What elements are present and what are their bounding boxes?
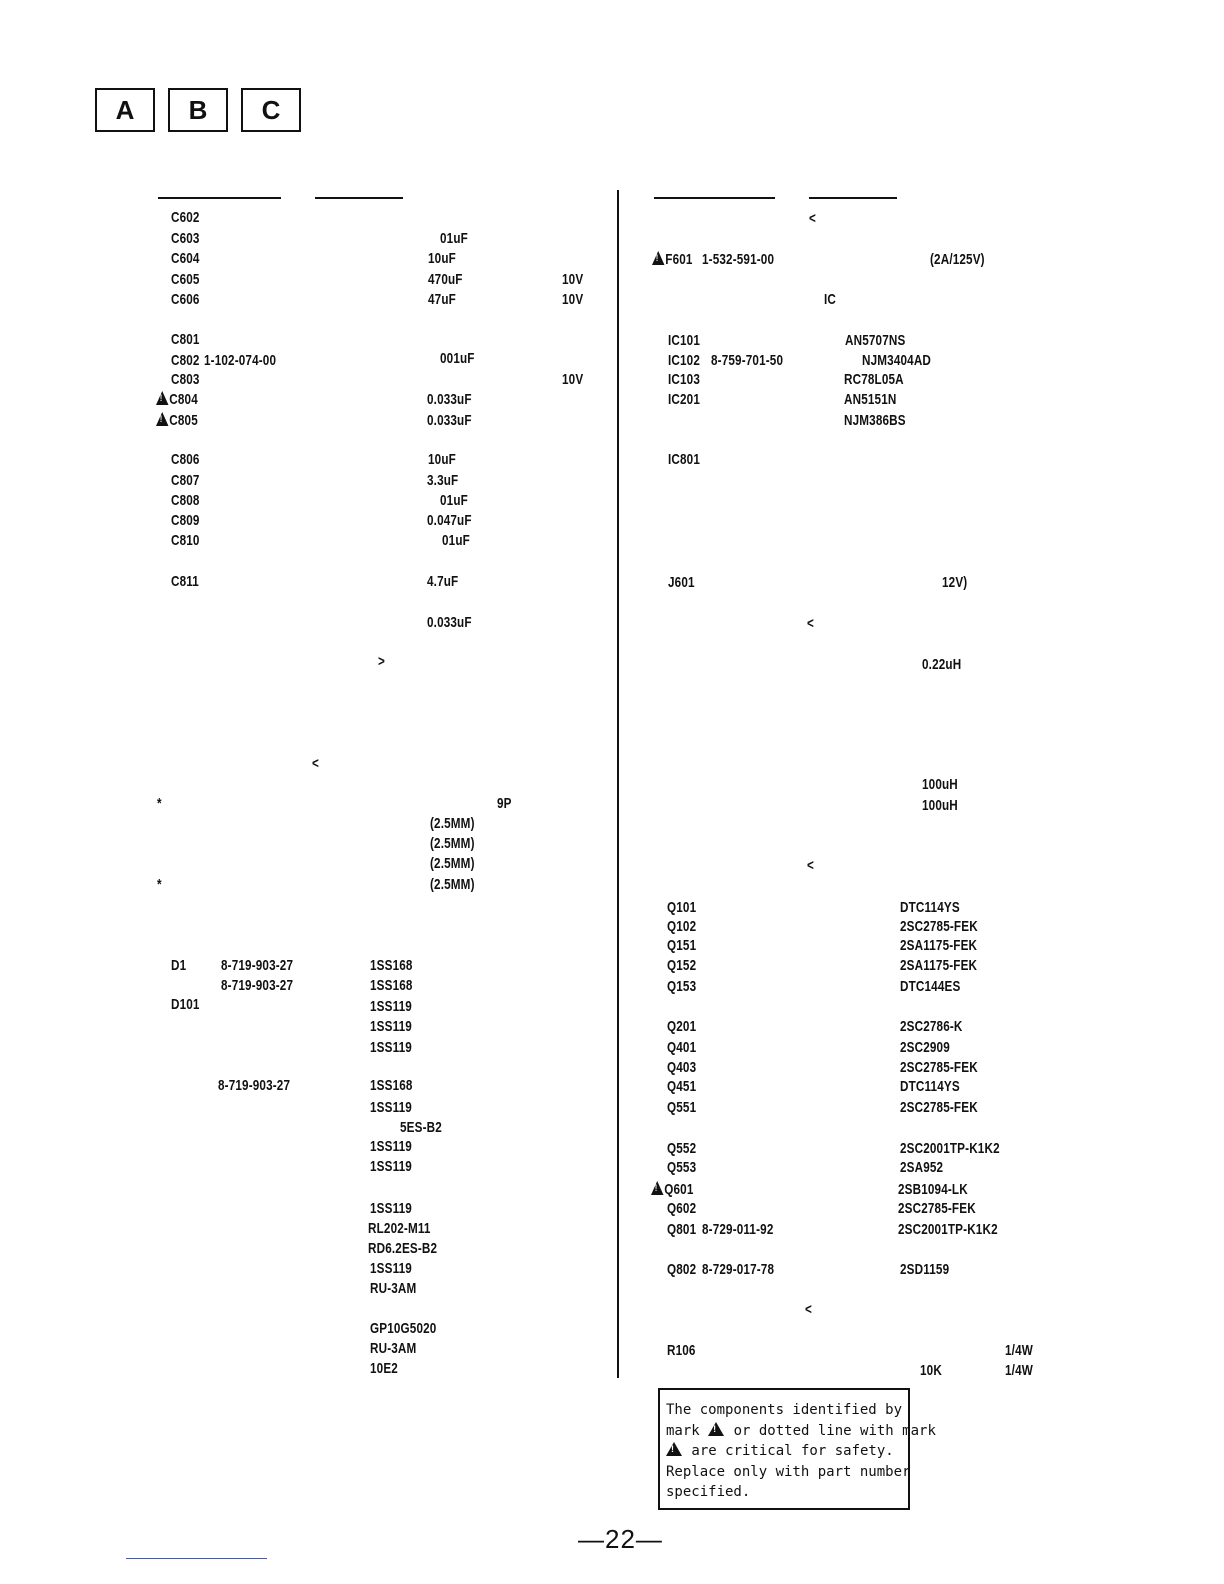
table-row-type: 1SS119	[370, 1099, 412, 1116]
left-header-rule-1	[158, 197, 281, 199]
table-row-type: 1SS119	[370, 1039, 412, 1056]
asterisk-mark: *	[157, 795, 162, 812]
table-row-value: 0.033uF	[427, 614, 472, 631]
left-header-rule-2	[315, 197, 403, 199]
table-row-ref: Q552	[667, 1140, 697, 1157]
table-row-ref: C806	[171, 451, 200, 468]
notice-text: mark	[666, 1422, 709, 1439]
table-row-ref: C811	[171, 573, 199, 590]
table-row-ref: IC101	[668, 332, 701, 349]
notice-line: Replace only with part number	[666, 1463, 911, 1480]
table-row-ref: C604	[171, 250, 200, 267]
table-row-watt: 1/4W	[1005, 1362, 1033, 1379]
table-row-type: 2SC2785-FEK	[900, 918, 978, 935]
table-row-ref: Q153	[667, 978, 697, 995]
section-mark: <	[312, 755, 319, 772]
table-row-ref: Q602	[667, 1200, 697, 1217]
table-row-part: 1-102-074-00	[204, 352, 277, 369]
table-row-ref: C802	[171, 352, 200, 369]
table-row-type: 1SS168	[370, 977, 413, 994]
table-row-type: 2SA952	[900, 1159, 944, 1176]
table-row-type: 1SS119	[370, 1200, 412, 1217]
coil-value: 100uH	[922, 776, 958, 793]
table-row-value: 10K	[920, 1362, 942, 1379]
section-heading-ic: IC	[824, 291, 837, 308]
section-mark: <	[805, 1301, 812, 1318]
table-row-part: 8-719-903-27	[221, 957, 294, 974]
notice-line	[666, 1421, 936, 1442]
table-row-type: RL202-M11	[368, 1220, 431, 1237]
page-number: —22—	[578, 1524, 663, 1554]
table-row-type: NJM3404AD	[862, 352, 932, 369]
table-row-type: AN5707NS	[845, 332, 906, 349]
table-row-ref: Q151	[667, 937, 697, 954]
table-row-value: 01uF	[440, 230, 468, 247]
table-row-value: 01uF	[442, 532, 470, 549]
table-row-value: 4.7uF	[427, 573, 459, 590]
table-row-ref: IC801	[668, 451, 701, 468]
table-row-ref: C803	[171, 371, 200, 388]
table-row-ref: R106	[667, 1342, 696, 1359]
tab-a[interactable]: A	[95, 88, 155, 132]
notice-text: or dotted line with mark	[725, 1422, 936, 1439]
table-row-type: 1SS119	[370, 1138, 412, 1155]
table-row-voltage: 10V	[562, 291, 584, 308]
safety-warning-icon	[651, 1181, 663, 1195]
table-row-ref: Q201	[667, 1018, 697, 1035]
table-row-type: DTC114YS	[900, 899, 960, 916]
table-row-value: 01uF	[440, 492, 468, 509]
coil-value: 100uH	[922, 797, 958, 814]
notice-line	[666, 1441, 908, 1462]
table-row-ref: C810	[171, 532, 200, 549]
table-row-type: 2SC2785-FEK	[900, 1059, 978, 1076]
table-row-type: RC78L05A	[844, 371, 904, 388]
table-row-part: 8-729-017-78	[702, 1261, 775, 1278]
section-mark: <	[807, 615, 814, 632]
table-row-part: 8-719-903-27	[218, 1077, 291, 1094]
table-row-type: 2SC2785-FEK	[900, 1099, 978, 1116]
table-row-value: 001uF	[440, 350, 475, 367]
table-row-ref-text: Q601	[664, 1181, 694, 1198]
right-header-rule-1	[654, 197, 775, 199]
fuse-ref-text: F601	[665, 251, 693, 268]
table-row-value: (2.5MM)	[430, 855, 475, 872]
table-row-ref: C605	[171, 271, 200, 288]
table-row-ref: Q551	[667, 1099, 697, 1116]
column-divider	[617, 190, 619, 1378]
fuse-ref	[652, 251, 693, 269]
safety-warning-icon	[708, 1422, 724, 1436]
table-row-ref: C603	[171, 230, 200, 247]
table-row-voltage: 10V	[562, 271, 584, 288]
fuse-value: (2A/125V)	[930, 251, 985, 268]
asterisk-mark: *	[157, 876, 162, 893]
table-row-ref: D101	[171, 996, 200, 1013]
table-row-value: 0.047uF	[427, 512, 472, 529]
table-row-ref: C808	[171, 492, 200, 509]
table-row-ref: C809	[171, 512, 200, 529]
table-row-type: 2SD1159	[900, 1261, 950, 1278]
table-row-type: 2SC2001TP-K1K2	[900, 1140, 1000, 1157]
table-row-ref: Q801	[667, 1221, 697, 1238]
table-row-type: 1SS168	[370, 957, 413, 974]
notice-text: are critical for safety.	[683, 1443, 894, 1459]
table-row-voltage: 10V	[562, 371, 584, 388]
table-row-type: GP10G5020	[370, 1320, 437, 1337]
table-row-value: (2.5MM)	[430, 815, 475, 832]
table-row-ref: Q101	[667, 899, 697, 916]
table-row-type: 2SC2909	[900, 1039, 950, 1056]
table-row-type: 1SS119	[370, 1260, 412, 1277]
table-row-part: 8-759-701-50	[711, 352, 784, 369]
table-row-value: 470uF	[428, 271, 463, 288]
table-row-type: 1SS119	[370, 998, 412, 1015]
table-row-value: 0.033uF	[427, 412, 472, 429]
table-row-ref: Q553	[667, 1159, 697, 1176]
table-row-type: NJM386BS	[844, 412, 906, 429]
table-row-ref: Q152	[667, 957, 697, 974]
notice-line: specified.	[666, 1484, 751, 1500]
safety-warning-icon	[652, 251, 664, 265]
table-row-value: (2.5MM)	[430, 835, 475, 852]
tab-b[interactable]: B	[168, 88, 228, 132]
table-row-ref: C606	[171, 291, 200, 308]
table-row-watt: 1/4W	[1005, 1342, 1033, 1359]
table-row-value: 47uF	[428, 291, 456, 308]
table-row-type: 10E2	[370, 1360, 398, 1377]
table-row-ref	[156, 412, 198, 430]
table-row-ref: C602	[171, 209, 200, 226]
footer-link-underline	[126, 1558, 267, 1559]
table-row-value: 0.033uF	[427, 391, 472, 408]
table-row-type: RU-3AM	[370, 1280, 417, 1297]
table-row-ref: Q802	[667, 1261, 697, 1278]
table-row-type: 1SS168	[370, 1077, 413, 1094]
table-row-type: 5ES-B2	[400, 1119, 442, 1136]
safety-warning-icon	[156, 412, 168, 426]
table-row-ref: Q403	[667, 1059, 697, 1076]
table-row-ref-text: C804	[169, 391, 198, 408]
table-row-value: 10uF	[428, 250, 456, 267]
table-row-ref: Q102	[667, 918, 697, 935]
section-mark: <	[809, 210, 816, 227]
table-row-value: 3.3uF	[427, 472, 459, 489]
table-row-ref: IC102	[668, 352, 701, 369]
table-row-type: 1SS119	[370, 1158, 412, 1175]
table-row-type: 2SC2785-FEK	[898, 1200, 976, 1217]
table-row-type: 2SC2001TP-K1K2	[898, 1221, 998, 1238]
table-row-ref-text: C805	[169, 412, 198, 429]
continuation-mark: >	[378, 653, 385, 670]
table-row-type: DTC114YS	[900, 1078, 960, 1095]
table-row-ref: IC201	[668, 391, 701, 408]
fuse-part: 1-532-591-00	[702, 251, 775, 268]
notice-line: The components identified by	[666, 1402, 903, 1418]
table-row-ref: C807	[171, 472, 200, 489]
table-row-type: 2SB1094-LK	[898, 1181, 968, 1198]
table-row-ref: IC103	[668, 371, 701, 388]
table-row-type: RD6.2ES-B2	[368, 1240, 438, 1257]
table-row-value: (2.5MM)	[430, 876, 475, 893]
table-row-type: 2SC2786-K	[900, 1018, 963, 1035]
right-header-rule-2	[809, 197, 897, 199]
safety-notice	[658, 1388, 936, 1510]
table-row-type: 2SA1175-FEK	[900, 937, 978, 954]
jack-value: 12V)	[942, 574, 968, 591]
table-row-type: RU-3AM	[370, 1340, 417, 1357]
table-row-ref	[156, 391, 198, 409]
table-row-ref: Q401	[667, 1039, 697, 1056]
coil-value: 0.22uH	[922, 656, 962, 673]
table-row-type: 2SA1175-FEK	[900, 957, 978, 974]
safety-warning-icon	[666, 1442, 682, 1456]
tab-c[interactable]: C	[241, 88, 301, 132]
table-row-value: 9P	[497, 795, 512, 812]
safety-warning-icon	[156, 391, 168, 405]
table-row-type: 1SS119	[370, 1018, 412, 1035]
table-row-ref	[651, 1181, 694, 1199]
table-row-part: 8-719-903-27	[221, 977, 294, 994]
table-row-ref: Q451	[667, 1078, 697, 1095]
table-row-ref: C801	[171, 331, 200, 348]
table-row-type: AN5151N	[844, 391, 897, 408]
jack-ref: J601	[668, 574, 695, 591]
table-row-part: 8-729-011-92	[702, 1221, 774, 1238]
section-mark: <	[807, 857, 814, 874]
table-row-ref: D1	[171, 957, 187, 974]
table-row-type: DTC144ES	[900, 978, 961, 995]
table-row-value: 10uF	[428, 451, 456, 468]
